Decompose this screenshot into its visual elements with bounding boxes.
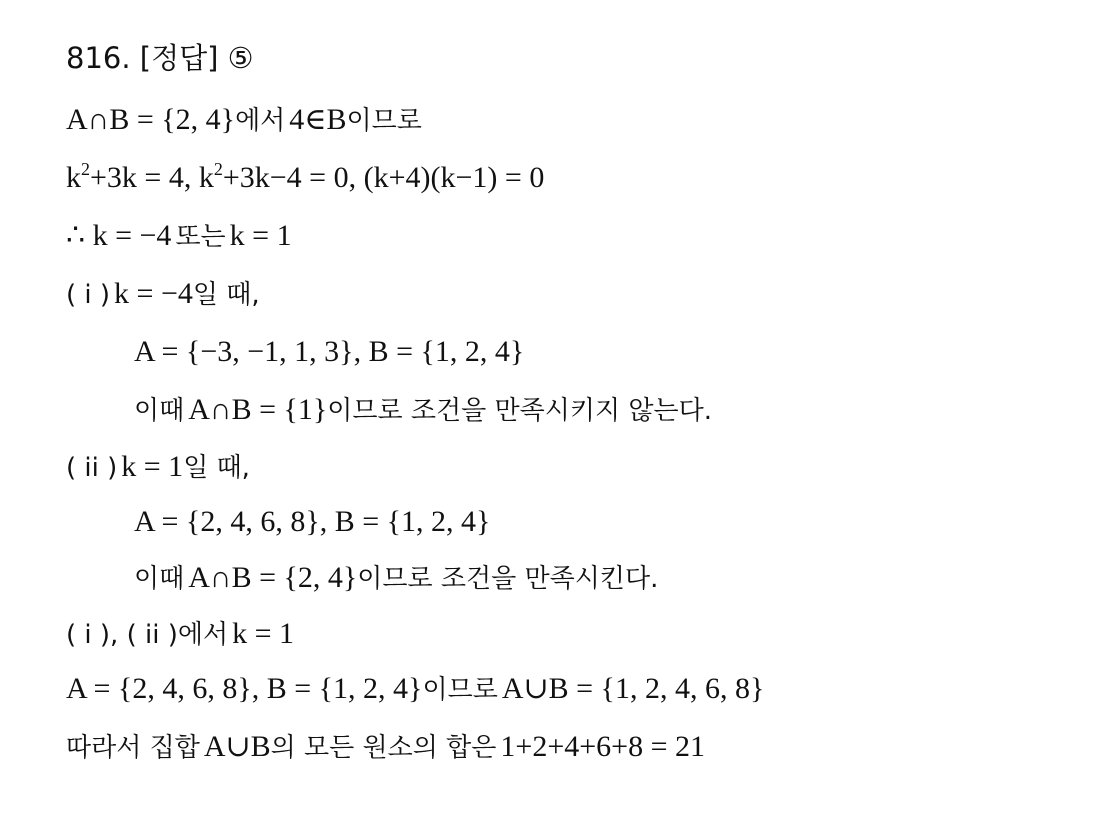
case-1-heading <box>66 279 260 309</box>
case-2-heading <box>66 452 250 482</box>
solution-line-1 <box>66 105 422 135</box>
text: 이므로 <box>422 675 498 705</box>
expression: k = 1 <box>121 450 184 483</box>
sets-expression: A = {−3, −1, 1, 3}, B = {1, 2, 4} <box>134 335 525 368</box>
text: 에서 <box>235 106 286 136</box>
problem-header <box>66 41 254 75</box>
expression: k = 1 <box>232 617 294 650</box>
exponent: 2 <box>81 159 90 179</box>
equation-part: k <box>66 161 81 194</box>
solution-line-3 <box>66 221 292 251</box>
sets-expression: A = {2, 4, 6, 8}, B = {1, 2, 4} <box>134 505 491 538</box>
equation-part: +3k−4 = 0, (k+4)(k−1) = 0 <box>222 161 545 194</box>
text: 일 때, <box>183 453 250 483</box>
solution-line-2 <box>66 159 545 194</box>
case-label: ( i ) <box>66 280 111 310</box>
intersection-expression: A∩B = {2, 4} <box>188 561 358 594</box>
intersection-expression: A∩B = {1} <box>188 393 328 426</box>
membership-expression: 4∈B <box>289 103 347 136</box>
final-answer-line <box>66 732 705 762</box>
text: 이때 <box>134 564 185 594</box>
problem-number: 816. <box>66 41 131 75</box>
text: 이므로 조건을 만족시킨다. <box>357 564 659 594</box>
text: ( i ), ( ii )에서 <box>66 620 229 650</box>
expression: k = 1 <box>229 219 292 252</box>
text: 의 모든 원소의 합은 <box>270 733 497 763</box>
intersection-expression: A∩B = {2, 4} <box>66 103 236 136</box>
expression: k = −4 <box>114 277 193 310</box>
text: 일 때, <box>192 280 260 310</box>
text: 이때 <box>134 396 185 426</box>
text: 또는 <box>175 222 226 252</box>
equation-part: +3k = 4, k <box>90 161 214 194</box>
sum-expression: 1+2+4+6+8 = 21 <box>500 730 706 763</box>
case-2-conclusion <box>134 563 658 593</box>
answer-choice: ⑤ <box>227 41 254 75</box>
union-expression: A∪B = {1, 2, 4, 6, 8} <box>501 672 765 705</box>
case-1-sets <box>134 337 524 367</box>
case-label: ( ii ) <box>66 453 118 483</box>
text: 이므로 <box>346 106 422 136</box>
union-line <box>66 674 764 704</box>
therefore-expression: ∴ k = −4 <box>66 219 172 252</box>
case-2-sets <box>134 507 490 537</box>
text: 따라서 집합 <box>66 733 200 763</box>
union-expression: A∪B <box>203 730 271 763</box>
exponent: 2 <box>213 159 223 179</box>
text: 이므로 조건을 만족시키지 않는다. <box>327 396 712 426</box>
combined-result <box>66 619 294 649</box>
sets-expression: A = {2, 4, 6, 8}, B = {1, 2, 4} <box>66 672 423 705</box>
case-1-conclusion <box>134 395 712 425</box>
answer-tag: [정답] <box>139 41 219 75</box>
